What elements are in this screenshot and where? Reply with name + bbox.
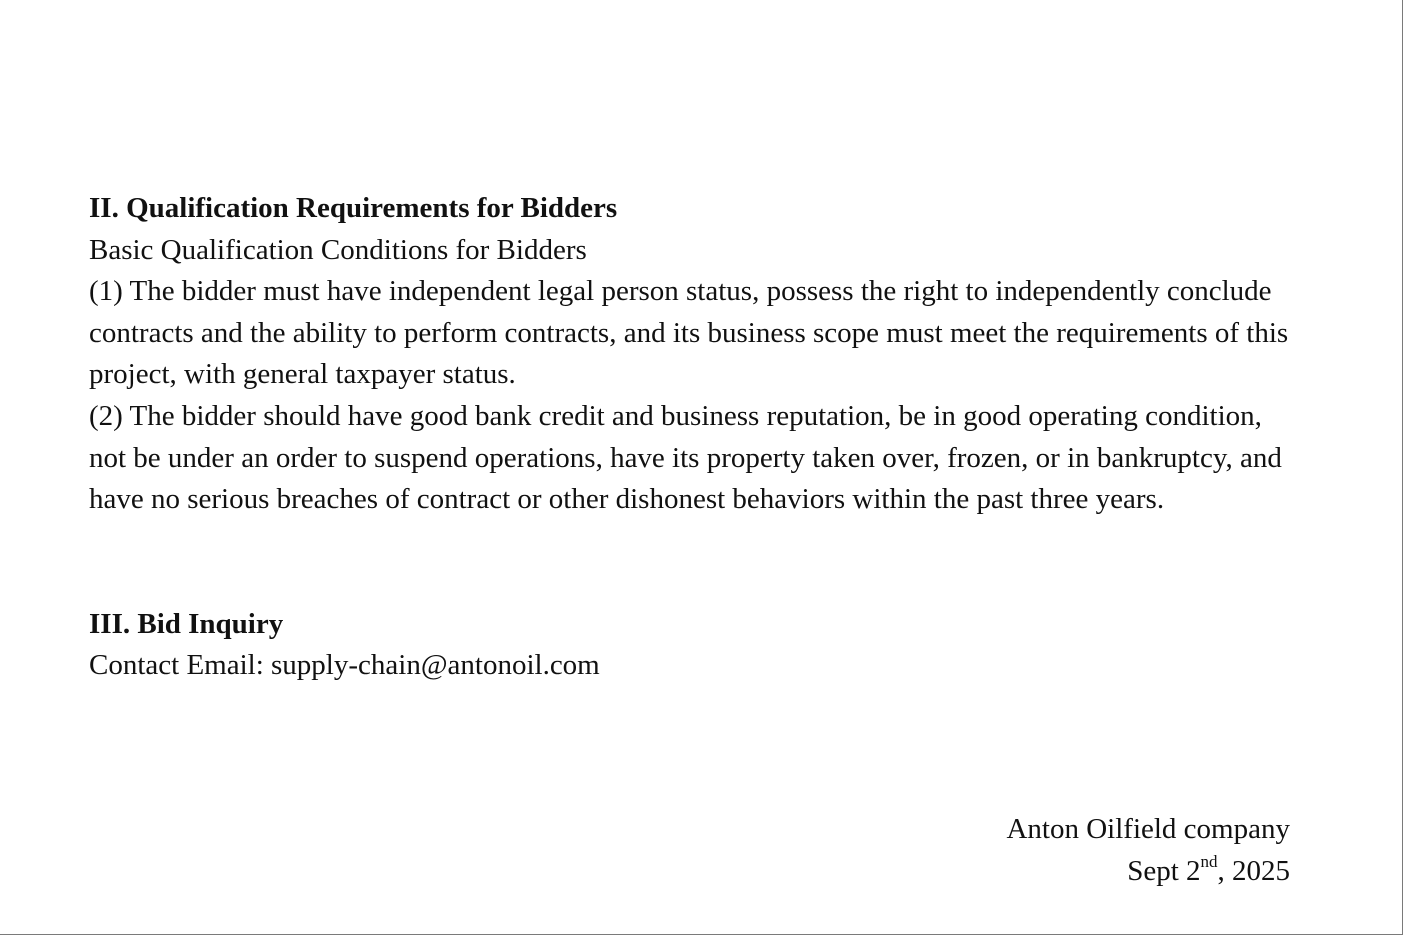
section-heading-qualification: II. Qualification Requirements for Bidders xyxy=(89,192,618,224)
company-name: Anton Oilfield company xyxy=(1006,813,1290,845)
requirement-item-2: (2) The bidder should have good bank credit and business reputation, be in good operating condition, not be under an order to suspend operations, have its property taken over, frozen, or in bankruptcy, and have no serious breaches of contract or other dishonest behaviors within the past three years. xyxy=(89,399,1282,516)
signature-block xyxy=(1006,808,1290,892)
document-body xyxy=(89,188,1289,687)
date-ordinal-suffix: nd xyxy=(1200,852,1218,872)
section-subheading: Basic Qualification Conditions for Bidders xyxy=(89,233,587,266)
section-heading-bid-inquiry: III. Bid Inquiry xyxy=(89,607,284,640)
date-year: , 2025 xyxy=(1217,855,1290,887)
date-prefix: Sept 2 xyxy=(1127,855,1201,887)
requirement-item-1: (1) The bidder must have independent legal person status, possess the right to independently conclude contracts and the ability to perform contracts, and its business scope must meet the requirements of this project, with general taxpayer status. xyxy=(89,275,1289,391)
signature-date xyxy=(1006,850,1290,892)
contact-email: Contact Email: supply-chain@antonoil.com xyxy=(89,649,600,682)
section-spacer xyxy=(89,521,1289,604)
